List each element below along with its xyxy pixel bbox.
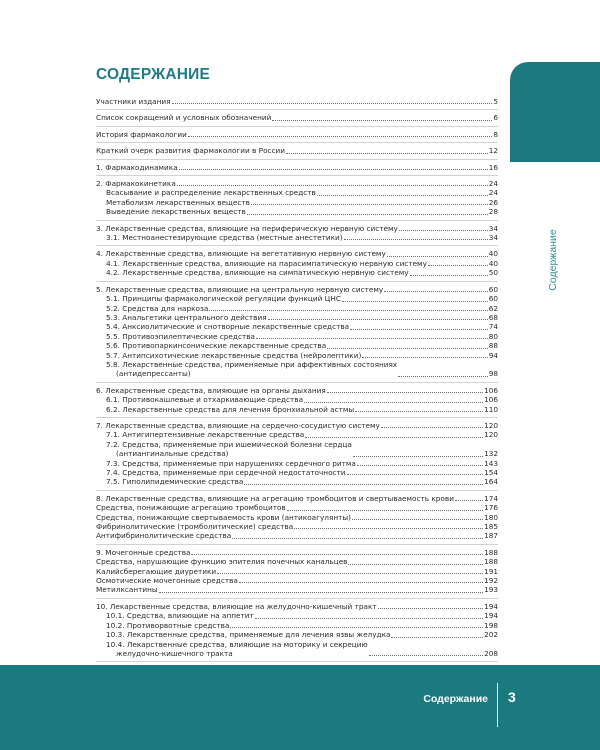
toc-entry-title: [106, 360, 397, 379]
toc-entry-title: Средства, нарушающие функцию эпителия почечных канальцев: [96, 557, 348, 567]
toc-entry[interactable]: [96, 557, 498, 566]
toc-entry[interactable]: [96, 249, 498, 258]
toc-leader-dots: [410, 274, 488, 276]
toc-entry-title: 2. Фармакокинетика: [96, 179, 176, 189]
toc-entry[interactable]: [96, 503, 498, 512]
toc-leader-dots: [272, 119, 492, 121]
toc-entry-page: 143: [484, 458, 498, 468]
toc-leader-dots: [391, 636, 483, 638]
toc-entry[interactable]: [96, 341, 498, 350]
toc-leader-dots: [247, 213, 488, 215]
footer-divider: [497, 683, 498, 727]
toc-entry[interactable]: [96, 405, 498, 414]
toc-entry-page: 8: [493, 129, 498, 139]
toc-entry-title: Средства, понижающие свертываемость крови (антикоагулянты): [96, 512, 351, 522]
toc-entry-page: 34: [488, 223, 498, 233]
toc-entry-title: 5.3. Анальгетики центрального действия: [106, 312, 267, 322]
toc-leader-dots: [294, 527, 483, 529]
toc-leader-dots: [399, 229, 488, 231]
toc-leader-dots: [244, 483, 483, 485]
toc-group: [96, 418, 498, 491]
toc-group: [96, 160, 498, 176]
footer-section-label: Содержание: [423, 693, 488, 705]
toc-entry-page: 94: [488, 350, 498, 360]
toc-entry-page: 106: [484, 395, 498, 405]
toc-entry-page: 176: [484, 503, 498, 513]
toc-entry-title-continuation: желудочно-кишечного тракта: [116, 648, 233, 658]
toc-entry[interactable]: [96, 188, 498, 197]
toc-group: [96, 545, 498, 599]
toc-entry-title: 10.1. Средства, влияющие на аппетит: [106, 611, 254, 621]
toc-entry-title: Участники издания: [96, 97, 171, 106]
toc-entry-title: Всасывание и распределение лекарственных средств: [106, 188, 316, 198]
toc-entry[interactable]: [96, 351, 498, 360]
toc-entry-title: 10. Лекарственные средства, влияющие на желудочно-кишечный тракт: [96, 601, 377, 611]
toc-entry[interactable]: [96, 602, 498, 611]
toc-leader-dots: [348, 563, 483, 565]
toc-leader-dots: [327, 347, 488, 349]
toc-entry-page: 191: [484, 566, 498, 576]
toc-leader-dots: [255, 617, 483, 619]
toc-leader-dots: [327, 391, 483, 393]
toc-entry-title: 5.1. Принципы фармакологической регуляции функций ЦНС: [106, 294, 341, 304]
toc-entry-page: 6: [493, 113, 498, 123]
toc-leader-dots: [172, 102, 493, 104]
toc-entry-title: 8. Лекарственные средства, влияющие на агрегацию тромбоцитов и свертываемость крови: [96, 493, 454, 503]
toc-entry[interactable]: [96, 640, 498, 659]
toc-group: [96, 110, 498, 126]
toc-entry[interactable]: [96, 494, 498, 503]
toc-leader-dots: [317, 194, 488, 196]
toc-entry[interactable]: [96, 268, 498, 277]
toc-leader-dots: [353, 455, 483, 457]
toc-entry[interactable]: [96, 585, 498, 594]
toc-entry-page: 194: [484, 601, 498, 611]
toc-leader-dots: [398, 375, 488, 377]
toc-leader-dots: [217, 572, 483, 574]
toc-entry-title: 5. Лекарственные средства, влияющие на центральную нервную систему: [96, 284, 384, 294]
toc-entry[interactable]: [96, 430, 498, 439]
toc-entry-page: 174: [484, 493, 498, 503]
toc-entry[interactable]: [96, 395, 498, 404]
toc-entry[interactable]: [96, 621, 498, 630]
toc-entry-title: Средства, понижающие агрегацию тромбоцитов: [96, 503, 286, 513]
toc-leader-dots: [352, 518, 483, 520]
toc-leader-dots: [304, 401, 483, 403]
toc-entry[interactable]: [96, 294, 498, 303]
toc-leader-dots: [232, 537, 483, 539]
toc-entry-page: 40: [488, 249, 498, 259]
toc-entry[interactable]: [96, 630, 498, 639]
toc-entry-page: 193: [484, 585, 498, 595]
toc-entry-page: 62: [488, 303, 498, 313]
toc-entry[interactable]: [96, 198, 498, 207]
toc-entry[interactable]: [96, 576, 498, 585]
toc-entry-title-line: 5.8. Лекарственные средства, применяемые при аффективных состояниях: [106, 359, 398, 369]
toc-entry-title: [106, 640, 368, 659]
toc-leader-dots: [387, 255, 488, 257]
toc-entry-page: 60: [488, 284, 498, 294]
toc-leader-dots: [350, 328, 488, 330]
toc-entry-title: 4.1. Лекарственные средства, влияющие на парасимпатическую нервную систему: [106, 258, 427, 268]
toc-entry-page: 74: [488, 322, 498, 332]
toc-entry-title: 7.4. Средства, применяемые при сердечной недостаточности: [106, 468, 346, 477]
toc-entry-title-line: 7.2. Средства, применяемые при ишемической болезни сердца: [106, 439, 352, 449]
toc-leader-dots: [344, 238, 488, 240]
toc-entry-page: 120: [484, 430, 498, 440]
toc-entry-title: 7.3. Средства, применяемые при нарушениях сердечного ритма: [106, 458, 356, 468]
toc-leader-dots: [191, 553, 483, 555]
toc-entry-title: Список сокращений и условных обозначений: [96, 113, 272, 123]
toc-entry-page: 192: [484, 576, 498, 586]
toc-entry[interactable]: [96, 304, 498, 313]
toc-entry-title: 10.2. Противорвотные средства: [106, 620, 230, 630]
toc-leader-dots: [256, 337, 488, 339]
toc-group: [96, 599, 498, 662]
toc-entry[interactable]: [96, 233, 498, 242]
toc-entry-title: 4.2. Лекарственные средства, влияющие на симпатическую нервную систему: [106, 268, 409, 278]
toc-entry-page: 198: [484, 620, 498, 630]
toc-entry-title: 3.1. Местноанестезирующие средства (местные анестетики): [106, 233, 343, 243]
toc-entry-title: 6.1. Противокашлевые и отхаркивающие средства: [106, 395, 304, 405]
page-number: 3: [508, 689, 516, 705]
toc-group: [96, 176, 498, 221]
toc-leader-dots: [355, 410, 483, 412]
toc-entry-page: 110: [484, 404, 498, 414]
toc-leader-dots: [428, 264, 488, 266]
footer-bar: [0, 665, 600, 750]
toc-entry-title: 5.6. Противопаркинсонические лекарственные средства: [106, 341, 327, 351]
toc-leader-dots: [286, 152, 488, 154]
toc-leader-dots: [362, 356, 487, 358]
toc-leader-dots: [455, 499, 483, 501]
toc-leader-dots: [384, 290, 488, 292]
side-tab: [510, 62, 600, 162]
toc-leader-dots: [209, 309, 487, 311]
toc-group: [96, 246, 498, 281]
toc-entry-page: 16: [488, 162, 498, 172]
toc-group: [96, 94, 498, 110]
toc-entry-page: 120: [484, 420, 498, 430]
toc-entry[interactable]: [96, 611, 498, 620]
toc-entry[interactable]: [96, 522, 498, 531]
toc-entry[interactable]: [96, 459, 498, 468]
toc-leader-dots: [230, 626, 483, 628]
toc-entry-title-line: 10.4. Лекарственные средства, влияющие на моторику и секрецию: [106, 639, 368, 649]
toc-entry[interactable]: [96, 113, 498, 122]
toc-entry-title: Осмотические мочегонные средства: [96, 576, 238, 586]
toc-entry[interactable]: [96, 332, 498, 341]
toc-entry-title: [106, 440, 352, 459]
toc-entry-title: 5.4. Анксиолитические и снотворные лекарственные средства: [106, 322, 350, 332]
toc-leader-dots: [251, 203, 488, 205]
toc-leader-dots: [287, 509, 483, 511]
toc-entry[interactable]: [96, 531, 498, 540]
toc-entry[interactable]: [96, 97, 498, 106]
toc-entry[interactable]: [96, 440, 498, 459]
toc-entry[interactable]: [96, 322, 498, 331]
toc-entry-page: 34: [488, 233, 498, 243]
toc-entry[interactable]: [96, 548, 498, 557]
toc-entry-title: Калийсберегающие диуретики: [96, 566, 217, 576]
toc-entry-title: 7.5. Гиполипидемические средства: [106, 477, 244, 487]
toc-entry[interactable]: [96, 146, 498, 155]
toc-entry-page: 98: [488, 369, 498, 379]
toc-entry-page: 24: [488, 188, 498, 198]
toc-entry-title: Краткий очерк развития фармакологии в России: [96, 146, 286, 156]
toc-leader-dots: [357, 464, 483, 466]
toc-group: [96, 127, 498, 143]
toc-entry-page: 60: [488, 294, 498, 304]
toc-entry[interactable]: [96, 207, 498, 216]
toc-entry-title-continuation: (антидепрессанты): [116, 369, 191, 379]
toc-entry[interactable]: [96, 468, 498, 477]
toc-leader-dots: [239, 581, 483, 583]
toc-entry-page: 180: [484, 512, 498, 522]
toc-leader-dots: [268, 318, 488, 320]
toc-entry[interactable]: [96, 179, 498, 188]
toc-leader-dots: [177, 184, 488, 186]
toc-entry-title: История фармакологии: [96, 129, 187, 139]
toc-entry-page: 40: [488, 258, 498, 268]
toc-entry-page: 24: [488, 179, 498, 189]
toc-entry-page: 188: [484, 557, 498, 567]
toc-leader-dots: [381, 426, 483, 428]
toc-entry-page: 88: [488, 341, 498, 351]
toc-entry-title: 7. Лекарственные средства, влияющие на сердечно-сосудистую систему: [96, 420, 380, 430]
toc-entry-page: 194: [484, 611, 498, 621]
table-of-contents: [96, 94, 498, 662]
toc-entry-title: Фибринолитические (тромболитические) средства: [96, 522, 294, 532]
toc-entry-page: 50: [488, 268, 498, 278]
toc-entry-title: 5.5. Противоэпилептические средства: [106, 331, 256, 341]
toc-entry-page: 5: [493, 97, 498, 106]
toc-entry[interactable]: [96, 360, 498, 379]
toc-group: [96, 143, 498, 159]
toc-entry-page: 188: [484, 547, 498, 557]
toc-entry-title-continuation: (антиангинальные средства): [116, 449, 229, 459]
toc-leader-dots: [159, 591, 483, 593]
toc-group: [96, 282, 498, 383]
toc-group: [96, 491, 498, 545]
toc-entry[interactable]: [96, 513, 498, 522]
toc-entry[interactable]: [96, 285, 498, 294]
toc-entry-page: 26: [488, 197, 498, 207]
toc-leader-dots: [188, 135, 492, 137]
toc-entry-title: 6.2. Лекарственные средства для лечения бронхиальной астмы: [106, 404, 355, 414]
toc-entry-title: 10.3. Лекарственные средства, применяемые для лечения язвы желудка: [106, 630, 391, 640]
toc-entry-page: 202: [484, 630, 498, 640]
toc-entry-page: 80: [488, 331, 498, 341]
toc-entry-page: 132: [484, 449, 498, 459]
toc-entry[interactable]: [96, 313, 498, 322]
toc-entry-title: 9. Мочегонные средства: [96, 547, 191, 557]
toc-entry[interactable]: [96, 421, 498, 430]
page-title: СОДЕРЖАНИЕ: [96, 66, 211, 83]
toc-leader-dots: [378, 607, 483, 609]
toc-entry-page: 12: [488, 146, 498, 156]
toc-group: [96, 221, 498, 247]
toc-entry-title: Метаболизм лекарственных веществ: [106, 197, 250, 207]
toc-entry[interactable]: [96, 386, 498, 395]
toc-entry[interactable]: [96, 567, 498, 576]
toc-entry-page: 28: [488, 207, 498, 217]
toc-entry[interactable]: [96, 259, 498, 268]
toc-entry-title: Метилксантины: [96, 585, 158, 595]
side-label: Содержание: [547, 229, 559, 291]
toc-entry-title: Выведение лекарственных веществ: [106, 207, 246, 217]
toc-entry-title: Антифибринолитические средства: [96, 531, 232, 541]
toc-entry-page: 185: [484, 522, 498, 532]
toc-entry-page: 68: [488, 312, 498, 322]
toc-entry-page: 164: [484, 477, 498, 487]
toc-entry[interactable]: [96, 130, 498, 139]
toc-leader-dots: [342, 300, 488, 302]
toc-leader-dots: [179, 168, 488, 170]
toc-leader-dots: [369, 654, 483, 656]
toc-entry-page: 106: [484, 385, 498, 395]
toc-entry-page: 154: [484, 468, 498, 477]
toc-leader-dots: [347, 473, 484, 475]
toc-entry[interactable]: [96, 477, 498, 486]
toc-group: [96, 383, 498, 418]
toc-entry-page: 187: [484, 531, 498, 541]
toc-entry-title: 5.7. Антипсихотические лекарственные средства (нейролептики): [106, 350, 362, 360]
toc-entry-page: 208: [484, 648, 498, 658]
toc-entry-title: 3. Лекарственные средства, влияющие на периферическую нервную систему: [96, 223, 398, 233]
toc-entry[interactable]: [96, 224, 498, 233]
toc-entry-title: 4. Лекарственные средства, влияющие на вегетативную нервную систему: [96, 249, 386, 259]
toc-entry-title: 1. Фармакодинамика: [96, 162, 178, 172]
toc-entry-title: 6. Лекарственные средства, влияющие на органы дыхания: [96, 385, 326, 395]
toc-leader-dots: [305, 436, 483, 438]
toc-entry[interactable]: [96, 163, 498, 172]
toc-entry-title: 5.2. Средства для наркоза: [106, 303, 209, 313]
toc-entry-title: 7.1. Антигипертензивные лекарственные средства: [106, 430, 305, 440]
